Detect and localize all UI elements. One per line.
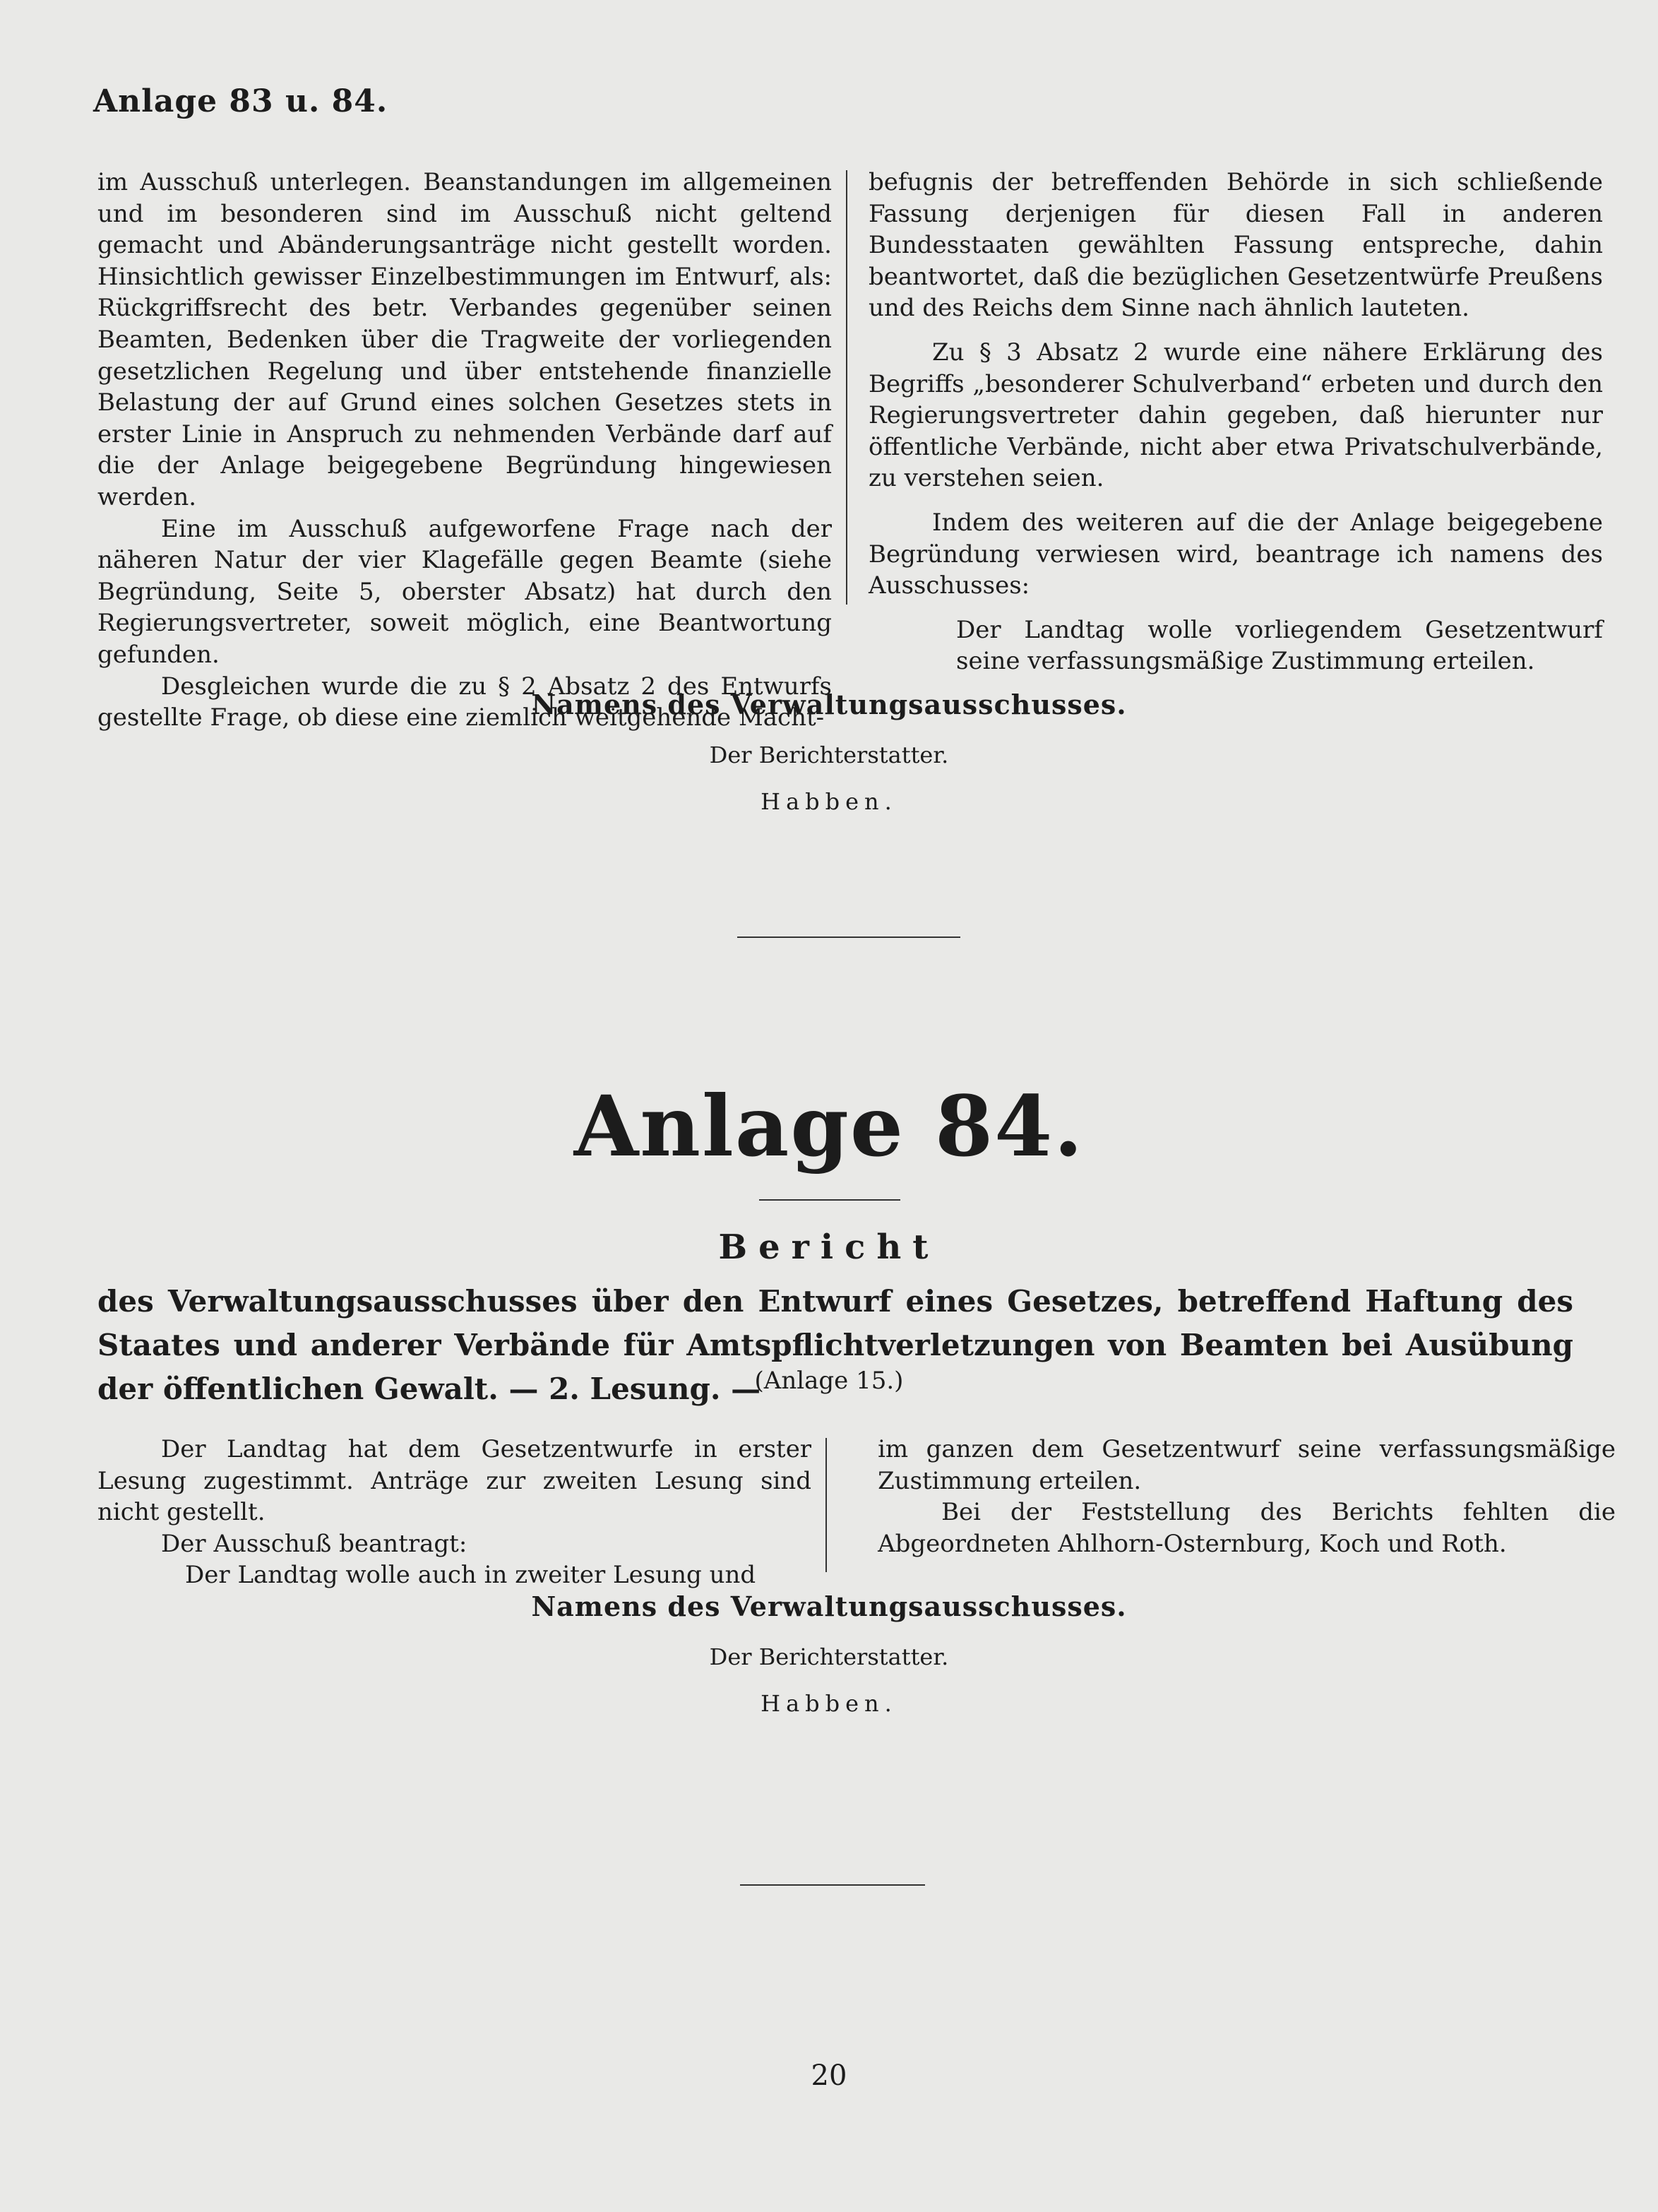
running-header: Anlage 83 u. 84. bbox=[93, 83, 388, 119]
paragraph: Zu § 3 Absatz 2 wurde eine nähere Erklärung des Begriffs „besonderer Schulverband“ erbeten und durch den Regierungsvertreter dahin gegeben, daß hierunter nur öffentliche Verbände, nicht aber etwa Privatschulverbände, zu verstehen seien. bbox=[869, 338, 1603, 493]
committee-name: Namens des Verwaltungsausschusses. bbox=[531, 689, 1127, 720]
rapporteur-name: Habben. bbox=[761, 788, 897, 815]
signature-block bbox=[0, 689, 1658, 815]
paragraph: Indem des weiteren auf die der Anlage beigegebene Begründung verwiesen wird, beantrage ich namens des Ausschusses: bbox=[869, 508, 1603, 600]
section-separator bbox=[737, 936, 960, 938]
rapporteur-role: Der Berichterstatter. bbox=[709, 742, 949, 768]
left-column bbox=[97, 167, 846, 734]
signature-block bbox=[0, 1590, 1658, 1717]
right-column bbox=[847, 167, 1603, 734]
section-separator bbox=[740, 1884, 925, 1886]
anlage-83-columns bbox=[97, 167, 1616, 734]
paragraph: Bei der Feststellung des Berichts fehlten die Abgeordneten Ahlhorn-Osternburg, Koch und Roth. bbox=[878, 1498, 1616, 1558]
paragraph: im ganzen dem Gesetzentwurf seine verfassungsmäßige Zustimmung erteilen. bbox=[878, 1435, 1616, 1495]
paragraph: befugnis der betreffenden Behörde in sich schließende Fassung derjenigen für diesen Fall in anderen Bundesstaaten gewählten Fassung entspreche, dahin beantwortet, daß die bezüglichen Gesetzentwürfe Preußens und des Reichs dem Sinne nach ähnlich lauteten. bbox=[869, 168, 1603, 323]
paragraph: Der Ausschuß beantragt: bbox=[161, 1529, 467, 1558]
paragraph: Eine im Ausschuß aufgeworfene Frage nach der näheren Natur der vier Klagefälle gegen Beamte (siehe Begründung, Seite 5, oberster Absatz) hat durch den Regierungsvertreter, soweit möglich, eine Beantwortung gefunden. bbox=[97, 514, 832, 669]
rapporteur-name: Habben. bbox=[761, 1690, 897, 1717]
report-heading: Bericht bbox=[718, 1227, 940, 1267]
report-subject: des Verwaltungsausschusses über den Entwurf eines Gesetzes, betreffend Haftung des Staates und anderer Verbände für Amtspflichtverletzungen von Beamten bei Ausübung der öffentlichen Gewalt. — 2. Lesung. — bbox=[97, 1284, 1573, 1406]
anlage-84-columns bbox=[97, 1434, 1616, 1591]
rapporteur-role: Der Berichterstatter. bbox=[709, 1643, 949, 1670]
motion-text: Der Landtag wolle vorliegendem Gesetzentwurf seine verfassungsmäßige Zustimmung erteilen. bbox=[956, 615, 1603, 676]
page-number: 20 bbox=[811, 2059, 847, 2092]
committee-name: Namens des Verwaltungsausschusses. bbox=[531, 1590, 1127, 1622]
paragraph: Der Landtag hat dem Gesetzentwurfe in erster Lesung zugestimmt. Anträge zur zweiten Lesung sind nicht gestellt. bbox=[97, 1435, 812, 1527]
right-column bbox=[827, 1434, 1616, 1591]
left-column bbox=[97, 1434, 825, 1591]
annex-reference: (Anlage 15.) bbox=[754, 1367, 904, 1395]
paragraph: Desgleichen wurde die zu § 2 Absatz 2 des Entwurfs gestellte Frage, ob diese eine ziemlich weitgehende Macht- bbox=[97, 672, 832, 732]
section-title: Anlage 84. bbox=[573, 1077, 1085, 1175]
motion-text: Der Landtag wolle auch in zweiter Lesung und bbox=[185, 1561, 756, 1590]
paragraph: im Ausschuß unterlegen. Beanstandungen im allgemeinen und im besonderen sind im Ausschuß nicht geltend gemacht und Abänderungsanträge nicht gestellt worden. Hinsichtlich gewisser Einzelbestimmungen im Entwurf, als: Rückgriffsrecht des betr. Verbandes gegenüber seinen Beamten, Bedenken über die Tragweite der vorliegenden gesetzlichen Regelung und über entstehende finanzielle Belastung der auf Grund eines solchen Gesetzes stets in erster Linie in Anspruch zu nehmenden Verbände darf auf die der Anlage beigegebene Begründung hingewiesen werden. bbox=[97, 168, 832, 511]
title-rule bbox=[759, 1199, 900, 1201]
